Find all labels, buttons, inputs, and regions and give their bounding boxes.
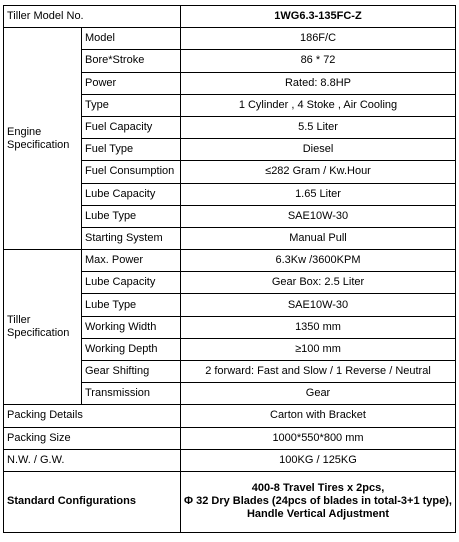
spec-label: Power — [82, 72, 181, 94]
engine-group-line2: Specification — [7, 138, 70, 151]
spec-value: Rated: 8.8HP — [181, 72, 456, 94]
spec-value: 86 * 72 — [181, 50, 456, 72]
spec-value: SAE10W-30 — [181, 294, 456, 316]
tiller-model-label: Tiller Model No. — [4, 6, 181, 28]
weight-value: 100KG / 125KG — [181, 449, 456, 471]
spec-value: 1 Cylinder , 4 Stoke , Air Cooling — [181, 94, 456, 116]
table-row — [4, 405, 456, 427]
spec-value: Manual Pull — [181, 227, 456, 249]
packing-size-value: 1000*550*800 mm — [181, 427, 456, 449]
tiller-model-value: 1WG6.3-135FC-Z — [181, 6, 456, 28]
spec-value: ≥100 mm — [181, 338, 456, 360]
spec-label: Working Width — [82, 316, 181, 338]
spec-label: Working Depth — [82, 338, 181, 360]
spec-label: Max. Power — [82, 250, 181, 272]
spec-label: Fuel Consumption — [82, 161, 181, 183]
spec-label: Lube Type — [82, 205, 181, 227]
spec-value: Gear Box: 2.5 Liter — [181, 272, 456, 294]
spec-label: Lube Type — [82, 294, 181, 316]
spec-value: 186F/C — [181, 28, 456, 50]
table-row — [4, 28, 456, 50]
standard-config-label: Standard Configurations — [4, 471, 181, 532]
engine-spec-group-label — [4, 28, 82, 250]
engine-group-line1: Engine — [7, 125, 42, 138]
packing-size-label: Packing Size — [4, 427, 181, 449]
table-row — [4, 427, 456, 449]
spec-value: 1.65 Liter — [181, 183, 456, 205]
spec-label: Fuel Capacity — [82, 116, 181, 138]
spec-label: Gear Shifting — [82, 361, 181, 383]
spec-label: Bore*Stroke — [82, 50, 181, 72]
spec-label: Starting System — [82, 227, 181, 249]
packing-details-value: Carton with Bracket — [181, 405, 456, 427]
tiller-spec-group-label — [4, 250, 82, 405]
spec-value: SAE10W-30 — [181, 205, 456, 227]
spec-table — [3, 5, 456, 533]
spec-label: Type — [82, 94, 181, 116]
packing-details-label: Packing Details — [4, 405, 181, 427]
spec-value: Diesel — [181, 139, 456, 161]
tiller-group-line1: Tiller — [7, 314, 31, 327]
table-row — [4, 6, 456, 28]
spec-value: 2 forward: Fast and Slow / 1 Reverse / Neutral — [181, 361, 456, 383]
spec-value: 1350 mm — [181, 316, 456, 338]
spec-value: Gear — [181, 383, 456, 405]
weight-label: N.W. / G.W. — [4, 449, 181, 471]
table-row — [4, 471, 456, 532]
tiller-group-line2: Specification — [7, 327, 70, 340]
spec-value: ≤282 Gram / Kw.Hour — [181, 161, 456, 183]
spec-label: Lube Capacity — [82, 183, 181, 205]
standard-config-value — [181, 471, 456, 532]
spec-label: Model — [82, 28, 181, 50]
table-row — [4, 250, 456, 272]
spec-label: Fuel Type — [82, 139, 181, 161]
table-row — [4, 449, 456, 471]
spec-value: 6.3Kw /3600KPM — [181, 250, 456, 272]
spec-label: Transmission — [82, 383, 181, 405]
spec-label: Lube Capacity — [82, 272, 181, 294]
spec-value: 5.5 Liter — [181, 116, 456, 138]
standard-config-line2: Φ 32 Dry Blades (24pcs of blades in total-3+1 type), — [184, 495, 452, 508]
standard-config-line3: Handle Vertical Adjustment — [246, 508, 390, 521]
standard-config-line1: 400-8 Travel Tires x 2pcs, — [251, 482, 385, 495]
